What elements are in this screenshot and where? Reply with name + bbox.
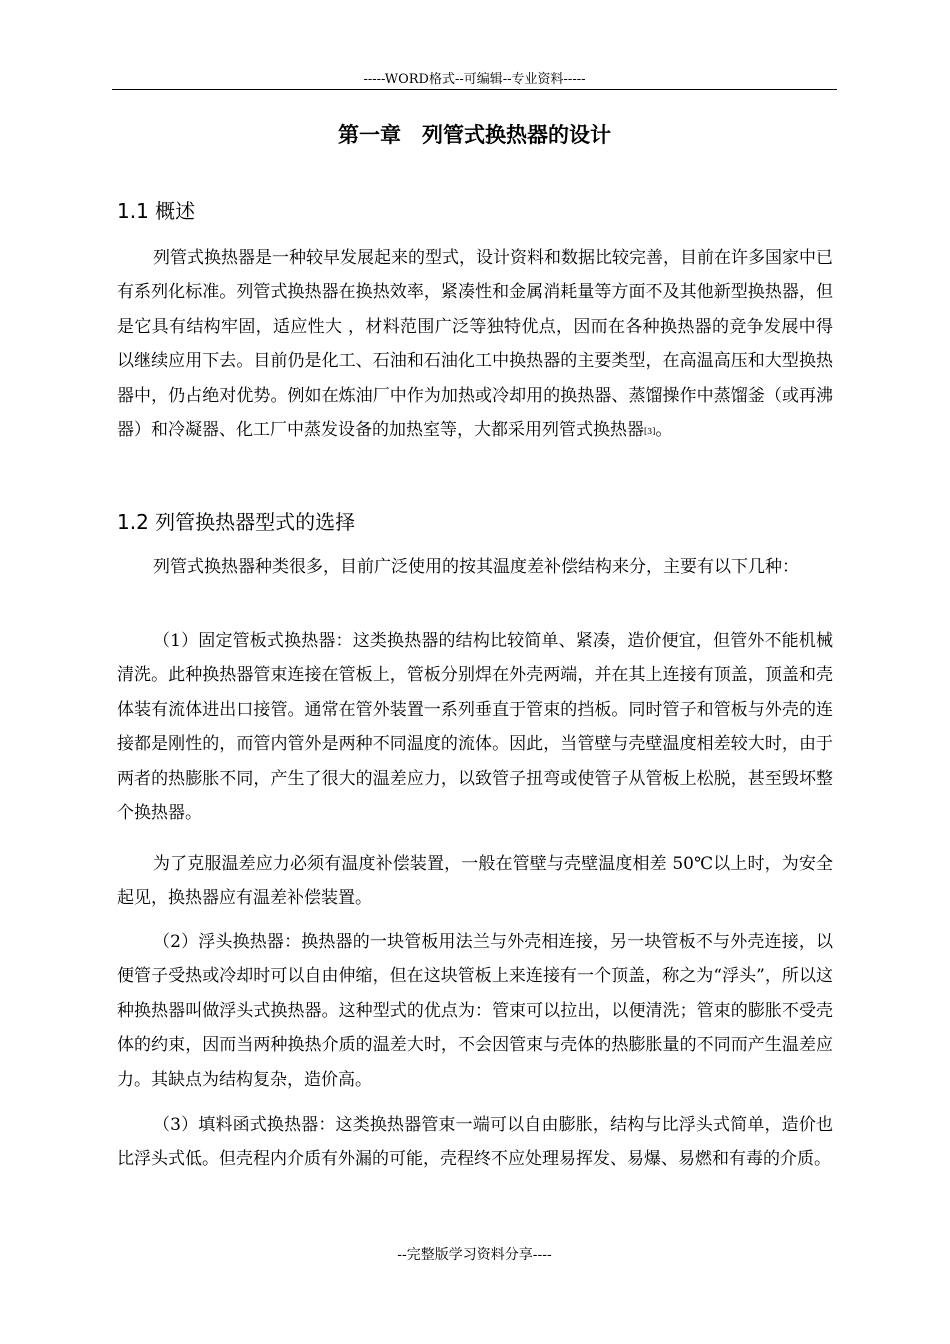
paragraph-fixed-tube-sheet: （1）固定管板式换热器：这类换热器的结构比较简单、紧凑，造价便宜，但管外不能机械清洗。此种换热器管束连接在管板上，管板分别焊在外壳两端，并在其上连接有顶盖，顶盖和壳体装有流体进出口接管。通常在管外装置一系列垂直于管束的挡板。同时管子和管板与外壳的连接都是刚性的，而管内管外是两种不同温度的流体。因此，当管壁与壳壁温度相差较大时，由于两者的热膨胀不同，产生了很大的温差应力，以致管子扭弯或使管子从管板上松脱，甚至毁坏整个换热器。 (117, 631, 833, 824)
section-heading-type-selection: 1.2 列管换热器型式的选择 (117, 510, 356, 534)
paragraph-text: 列管式换热器是一种较早发展起来的型式，设计资料和数据比较完善，目前在许多国家中已有系列化标准。列管式换热器在换热效率，紧凑性和金属消耗量等方面不及其他新型换热器，但是它具有结构牢固，适应性大 ，材料范围广泛等独特优点，因而在各种换热器的竞争发展中得以继续应用下去。目前仍是化工、石油和石油化工中换热器的主要类型，在高温高压和大型换热器中，仍占绝对优势。例如在炼油厂中作为加热或冷却用的换热器、蒸馏操作中蒸馏釜（或再沸器）和冷凝器、化工厂中蒸发设备的加热室等，大都采用列管式换热器 (117, 248, 833, 441)
chapter-title: 第一章 列管式换热器的设计 (338, 123, 611, 147)
section-heading-overview: 1.1 概述 (117, 199, 196, 223)
paragraph-temperature-compensation: 为了克服温差应力必须有温度补偿装置，一般在管壁与壳壁温度相差 50℃以上时，为安全起见，换热器应有温差补偿装置。 (117, 854, 833, 909)
page-footer: --完整版学习资料分享---- (397, 1247, 552, 1263)
paragraph-types-intro: 列管式换热器种类很多，目前广泛使用的按其温度差补偿结构来分，主要有以下几种： (153, 557, 799, 577)
paragraph-floating-head: （2）浮头换热器：换热器的一块管板用法兰与外壳相连接，另一块管板不与外壳连接，以便管子受热或冷却时可以自由伸缩，但在这块管板上来连接有一个顶盖，称之为“浮头”，所以这种换热器叫做浮头式换热器。这种型式的优点为：管束可以拉出，以便清洗；管束的膨胀不受壳体的约束，因而当两种换热介质的温差大时，不会因管束与壳体的热膨胀量的不同而产生温差应力。其缺点为结构复杂，造价高。 (117, 932, 833, 1090)
page-header: -----WORD格式--可编辑--专业资料----- (363, 72, 586, 87)
header-divider (112, 89, 837, 90)
citation-mark: [3] (644, 427, 656, 437)
paragraph-end-punctuation: 。 (655, 420, 673, 441)
paragraph-overview (117, 241, 833, 449)
paragraph-packed-box: （3）填料函式换热器：这类换热器管束一端可以自由膨胀，结构与比浮头式简单，造价也比浮头式低。但壳程内介质有外漏的可能，壳程终不应处理易挥发、易爆、易燃和有毒的介质。 (117, 1115, 833, 1170)
